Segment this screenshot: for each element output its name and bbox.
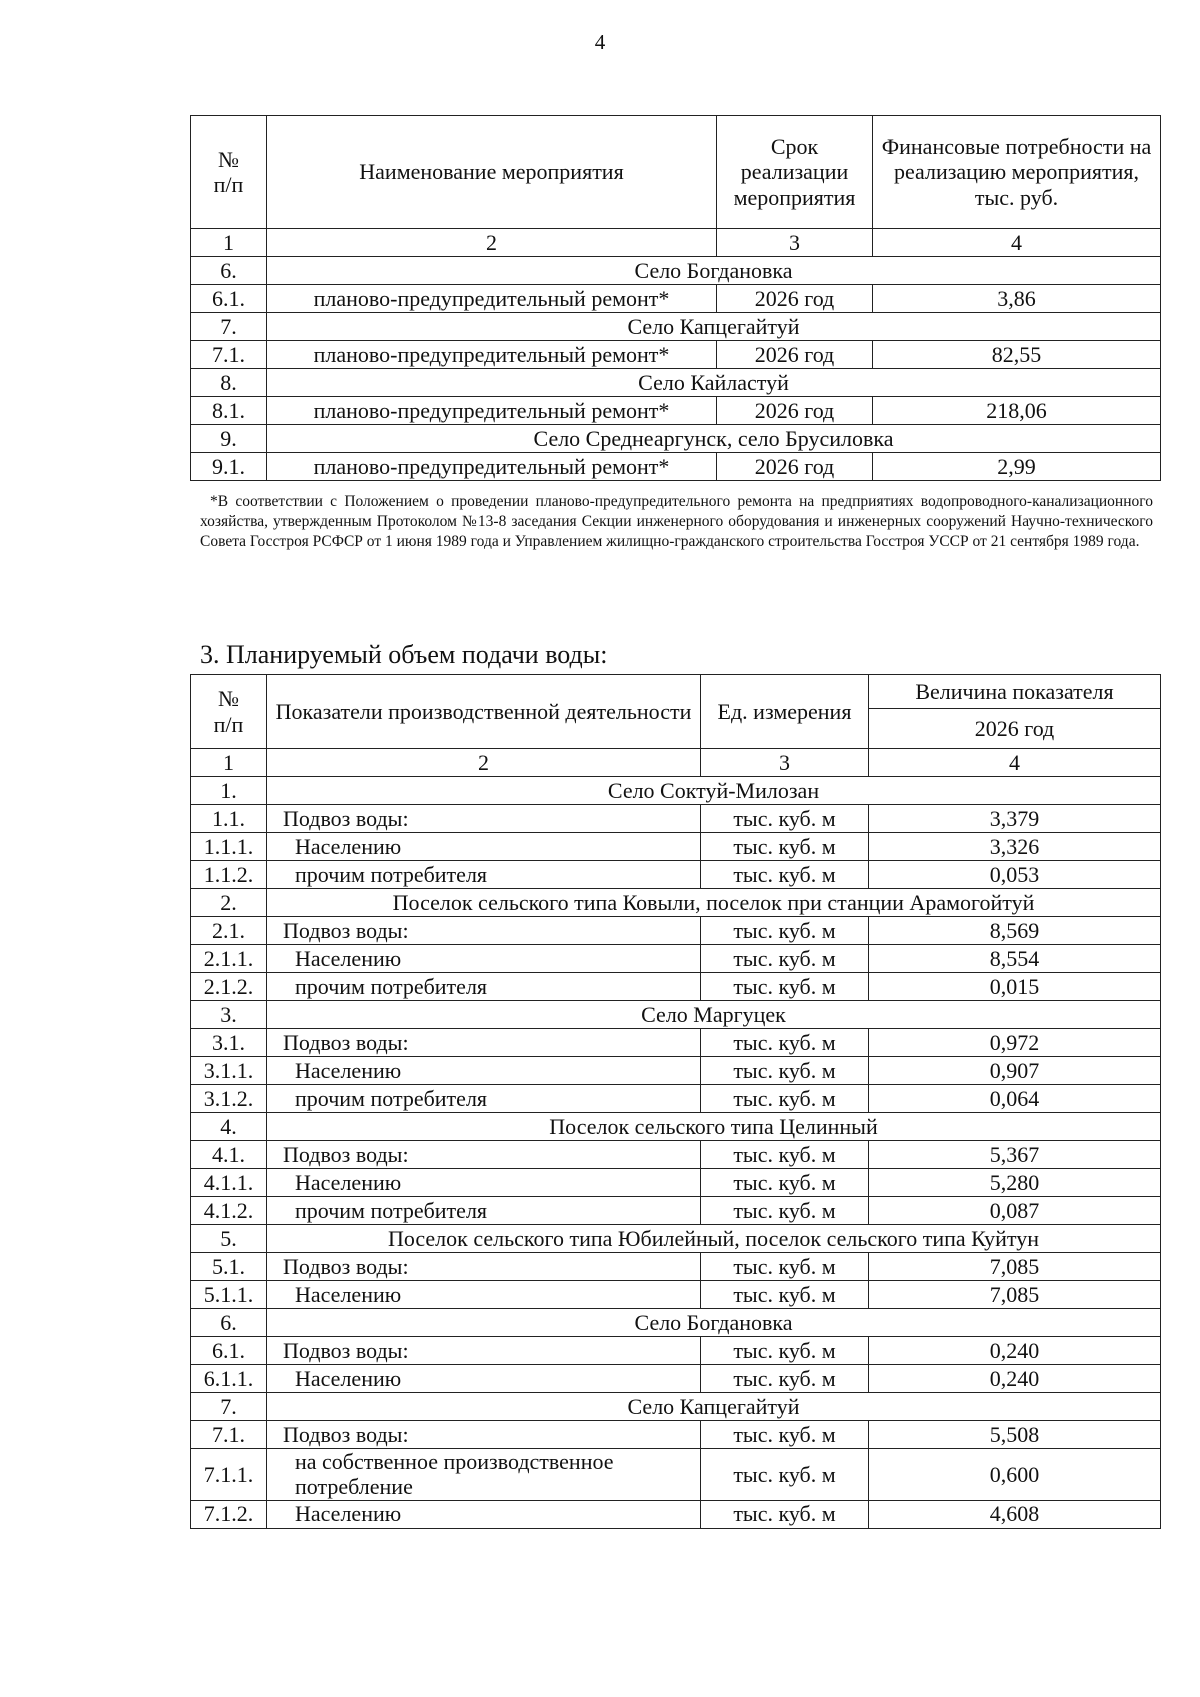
section-row — [191, 425, 1161, 453]
unit: тыс. куб. м — [701, 1365, 869, 1393]
row-number: 6.1. — [191, 285, 267, 313]
section-row — [191, 1113, 1161, 1141]
row-number: 3.1.1. — [191, 1057, 267, 1085]
row-number: 5. — [191, 1225, 267, 1253]
row-number: 7.1. — [191, 341, 267, 369]
row-number: 2.1.1. — [191, 945, 267, 973]
indicator-value: 0,240 — [869, 1337, 1161, 1365]
event-name: планово-предупредительный ремонт* — [267, 341, 717, 369]
indicator-value: 0,600 — [869, 1449, 1161, 1501]
indicator-value: 7,085 — [869, 1253, 1161, 1281]
row-number: 2.1. — [191, 917, 267, 945]
col-number: 3 — [701, 749, 869, 777]
row-number: 7. — [191, 1393, 267, 1421]
event-name: планово-предупредительный ремонт* — [267, 285, 717, 313]
header-num: № п/п — [191, 675, 267, 749]
col-number: 2 — [267, 229, 717, 257]
row-number: 1. — [191, 777, 267, 805]
section-title-cell: Село Богдановка — [267, 257, 1161, 285]
page-number: 4 — [594, 30, 606, 54]
table-row — [191, 1421, 1161, 1449]
row-number: 8. — [191, 369, 267, 397]
section-row — [191, 777, 1161, 805]
unit: тыс. куб. м — [701, 945, 869, 973]
row-number: 9. — [191, 425, 267, 453]
row-number: 5.1. — [191, 1253, 267, 1281]
col-number: 4 — [869, 749, 1161, 777]
col-number: 3 — [717, 229, 873, 257]
finance-value: 2,99 — [873, 453, 1161, 481]
section-row — [191, 313, 1161, 341]
unit: тыс. куб. м — [701, 973, 869, 1001]
table-row — [191, 1197, 1161, 1225]
unit: тыс. куб. м — [701, 1337, 869, 1365]
indicator-name: Населению — [267, 1281, 701, 1309]
table-row — [191, 1169, 1161, 1197]
section-row — [191, 257, 1161, 285]
indicator-name: прочим потребителя — [267, 861, 701, 889]
finance-value: 3,86 — [873, 285, 1161, 313]
row-number: 7.1. — [191, 1421, 267, 1449]
indicator-value: 3,379 — [869, 805, 1161, 833]
table-row — [191, 1337, 1161, 1365]
row-number: 2.1.2. — [191, 973, 267, 1001]
event-term: 2026 год — [717, 285, 873, 313]
row-number: 4.1.2. — [191, 1197, 267, 1225]
section-title-cell: Село Капцегайтуй — [267, 313, 1161, 341]
indicator-name: Населению — [267, 833, 701, 861]
event-name: планово-предупредительный ремонт* — [267, 397, 717, 425]
section-title: 3. Планируемый объем подачи воды: — [200, 640, 608, 669]
table-row — [191, 1057, 1161, 1085]
table-row — [191, 1253, 1161, 1281]
unit: тыс. куб. м — [701, 1029, 869, 1057]
table-row — [191, 1029, 1161, 1057]
unit: тыс. куб. м — [701, 1057, 869, 1085]
table-row — [191, 861, 1161, 889]
indicator-name: Населению — [267, 945, 701, 973]
column-numbers-row — [191, 749, 1161, 777]
table-row — [191, 917, 1161, 945]
row-number: 6. — [191, 1309, 267, 1337]
section-title-cell: Село Кайластуй — [267, 369, 1161, 397]
indicator-name: Населению — [267, 1365, 701, 1393]
section-title-cell: Село Среднеаргунск, село Брусиловка — [267, 425, 1161, 453]
unit: тыс. куб. м — [701, 1253, 869, 1281]
table-row — [191, 945, 1161, 973]
row-number: 1.1.1. — [191, 833, 267, 861]
row-number: 7. — [191, 313, 267, 341]
row-number: 8.1. — [191, 397, 267, 425]
table-row — [191, 973, 1161, 1001]
row-number: 7.1.2. — [191, 1500, 267, 1528]
event-name: планово-предупредительный ремонт* — [267, 453, 717, 481]
finance-value: 218,06 — [873, 397, 1161, 425]
row-number: 6.1. — [191, 1337, 267, 1365]
unit: тыс. куб. м — [701, 1421, 869, 1449]
event-term: 2026 год — [717, 453, 873, 481]
indicator-name: Населению — [267, 1057, 701, 1085]
section-title-cell: Поселок сельского типа Ковыли, поселок при станции Арамогойтуй — [267, 889, 1161, 917]
indicator-name: Населению — [267, 1169, 701, 1197]
row-number: 2. — [191, 889, 267, 917]
col-number: 1 — [191, 229, 267, 257]
table-row — [191, 341, 1161, 369]
table-row — [191, 1449, 1161, 1501]
section-title-cell: Село Богдановка — [267, 1309, 1161, 1337]
indicator-value: 4,608 — [869, 1500, 1161, 1528]
row-number: 7.1.1. — [191, 1449, 267, 1501]
unit: тыс. куб. м — [701, 805, 869, 833]
indicator-value: 3,326 — [869, 833, 1161, 861]
footnote: *В соответствии с Положением о проведении планово-предупредительного ремонта на предприятиях водопроводного-канализационного хозяйства, утвержденным Протоколом №13-8 заседания Секции инженерного оборудования и инженерных сооружений Научно-технического Совета Госстроя РСФСР от 1 июня 1989 года и Управлением жилищно-гражданского строительства Госстроя УССР от 21 сентября 1989 года. — [200, 493, 1153, 550]
indicator-value: 0,064 — [869, 1085, 1161, 1113]
table-row — [191, 1500, 1161, 1528]
table-row — [191, 833, 1161, 861]
column-numbers-row — [191, 229, 1161, 257]
col-number: 1 — [191, 749, 267, 777]
row-number: 4.1.1. — [191, 1169, 267, 1197]
row-number: 3.1. — [191, 1029, 267, 1057]
header-finance: Финансовые потребности на реализацию мероприятия, тыс. руб. — [873, 116, 1161, 229]
header-num: № п/п — [191, 116, 267, 229]
unit: тыс. куб. м — [701, 1141, 869, 1169]
section-row — [191, 1393, 1161, 1421]
indicator-value: 0,087 — [869, 1197, 1161, 1225]
events-table — [190, 115, 1161, 481]
unit: тыс. куб. м — [701, 1197, 869, 1225]
water-supply-table — [190, 674, 1161, 1529]
row-number: 1.1. — [191, 805, 267, 833]
unit: тыс. куб. м — [701, 1449, 869, 1501]
unit: тыс. куб. м — [701, 1169, 869, 1197]
section-title-cell: Поселок сельского типа Юбилейный, поселок сельского типа Куйтун — [267, 1225, 1161, 1253]
table-row — [191, 397, 1161, 425]
unit: тыс. куб. м — [701, 861, 869, 889]
table-row — [191, 285, 1161, 313]
header-indicator: Показатели производственной деятельности — [267, 675, 701, 749]
section-title-cell: Поселок сельского типа Целинный — [267, 1113, 1161, 1141]
row-number: 9.1. — [191, 453, 267, 481]
indicator-name: Подвоз воды: — [267, 1141, 701, 1169]
unit: тыс. куб. м — [701, 1085, 869, 1113]
indicator-value: 0,972 — [869, 1029, 1161, 1057]
indicator-name: Подвоз воды: — [267, 917, 701, 945]
section-title-cell: Село Маргуцек — [267, 1001, 1161, 1029]
indicator-name: Подвоз воды: — [267, 1421, 701, 1449]
row-number: 4.1. — [191, 1141, 267, 1169]
indicator-name: Подвоз воды: — [267, 1337, 701, 1365]
row-number: 3.1.2. — [191, 1085, 267, 1113]
row-number: 5.1.1. — [191, 1281, 267, 1309]
indicator-value: 0,015 — [869, 973, 1161, 1001]
table-header-row — [191, 675, 1161, 709]
indicator-value: 5,280 — [869, 1169, 1161, 1197]
indicator-value: 7,085 — [869, 1281, 1161, 1309]
table-row — [191, 1085, 1161, 1113]
header-value-group: Величина показателя — [869, 675, 1161, 709]
header-year: 2026 год — [869, 709, 1161, 749]
indicator-name: Подвоз воды: — [267, 1253, 701, 1281]
event-term: 2026 год — [717, 397, 873, 425]
section-row — [191, 889, 1161, 917]
table-row — [191, 453, 1161, 481]
section-row — [191, 1309, 1161, 1337]
header-term: Срок реализации мероприятия — [717, 116, 873, 229]
indicator-value: 0,053 — [869, 861, 1161, 889]
table-header-row — [191, 116, 1161, 229]
header-event-name: Наименование мероприятия — [267, 116, 717, 229]
indicator-value: 8,569 — [869, 917, 1161, 945]
indicator-name: Населению — [267, 1500, 701, 1528]
header-unit: Ед. измерения — [701, 675, 869, 749]
section-row — [191, 1225, 1161, 1253]
row-number: 4. — [191, 1113, 267, 1141]
indicator-name: Подвоз воды: — [267, 805, 701, 833]
table-row — [191, 805, 1161, 833]
row-number: 3. — [191, 1001, 267, 1029]
section-row — [191, 1001, 1161, 1029]
section-row — [191, 369, 1161, 397]
section-title-cell: Село Соктуй-Милозан — [267, 777, 1161, 805]
row-number: 1.1.2. — [191, 861, 267, 889]
table-row — [191, 1281, 1161, 1309]
finance-value: 82,55 — [873, 341, 1161, 369]
col-number: 4 — [873, 229, 1161, 257]
table-row — [191, 1141, 1161, 1169]
indicator-value: 0,907 — [869, 1057, 1161, 1085]
unit: тыс. куб. м — [701, 917, 869, 945]
unit: тыс. куб. м — [701, 833, 869, 861]
indicator-name: прочим потребителя — [267, 1197, 701, 1225]
indicator-value: 8,554 — [869, 945, 1161, 973]
indicator-value: 5,367 — [869, 1141, 1161, 1169]
row-number: 6.1.1. — [191, 1365, 267, 1393]
unit: тыс. куб. м — [701, 1281, 869, 1309]
table-row — [191, 1365, 1161, 1393]
indicator-name: Подвоз воды: — [267, 1029, 701, 1057]
indicator-value: 0,240 — [869, 1365, 1161, 1393]
indicator-name: прочим потребителя — [267, 1085, 701, 1113]
indicator-name: на собственное производственное потребление — [267, 1449, 701, 1501]
indicator-name: прочим потребителя — [267, 973, 701, 1001]
col-number: 2 — [267, 749, 701, 777]
row-number: 6. — [191, 257, 267, 285]
section-title-cell: Село Капцегайтуй — [267, 1393, 1161, 1421]
event-term: 2026 год — [717, 341, 873, 369]
unit: тыс. куб. м — [701, 1500, 869, 1528]
indicator-value: 5,508 — [869, 1421, 1161, 1449]
